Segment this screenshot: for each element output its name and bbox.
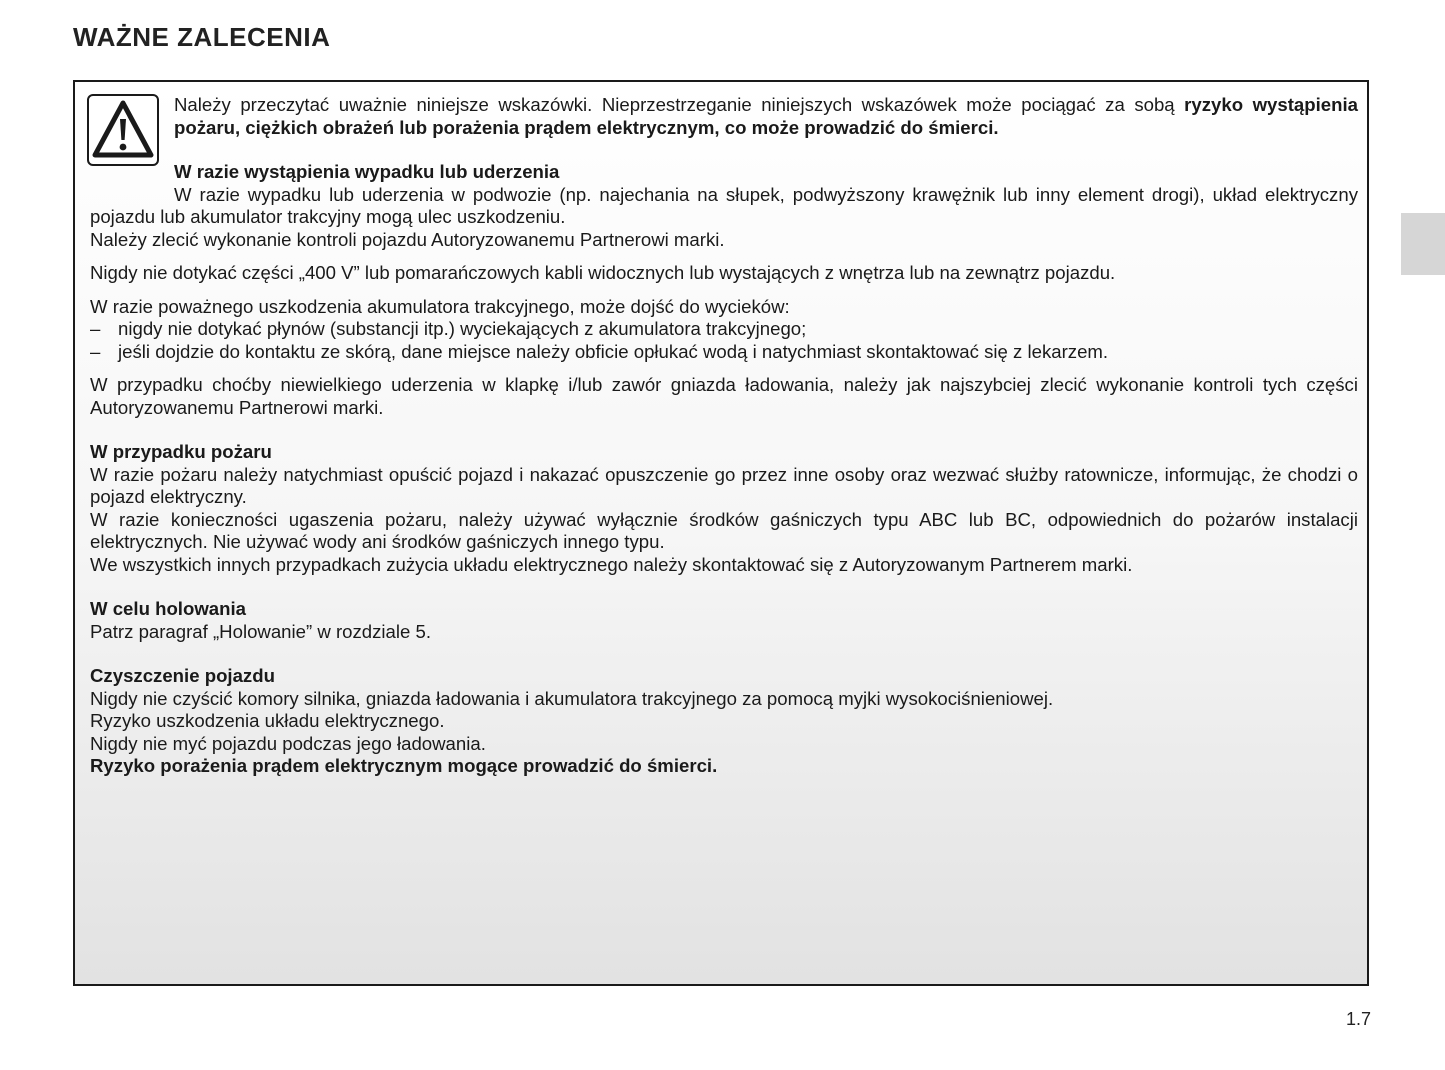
- fire-paragraph-2: W razie konieczności ugaszenia pożaru, należy używać wyłącznie środków gaśniczych typu ABC lub BC, odpowiednich do pożarów instalacji elektrycznych. Nie używać wody ani środków gaśniczych innego typu.: [90, 508, 1358, 552]
- cleaning-paragraph-3: Nigdy nie myć pojazdu podczas jego ładowania.: [90, 732, 486, 754]
- list-item-text: jeśli dojdzie do kontaktu ze skórą, dane miejsce należy obficie opłukać wodą i natychmiast skontaktować się z lekarzem.: [118, 340, 1109, 362]
- page-number: 1.7: [1345, 1009, 1371, 1029]
- page-title: WAŻNE ZALECENIA: [73, 22, 331, 52]
- list-item-text: nigdy nie dotykać płynów (substancji itp.) wyciekających z akumulatora trakcyjnego;: [118, 318, 807, 339]
- accident-paragraph-2: Należy zlecić wykonanie kontroli pojazdu Autoryzowanemu Partnerowi marki.: [90, 228, 725, 250]
- fire-heading: W przypadku pożaru: [90, 441, 272, 462]
- accident-paragraph-1: W razie wypadku lub uderzenia w podwozie (np. najechania na słupek, podwyższony krawężnik lub inny element drogi), układ elektryczny pojazdu lub akumulator trakcyjny mogą ulec uszkodzeniu.: [90, 183, 1358, 227]
- chapter-tab: [1401, 213, 1445, 275]
- intro-paragraph: [90, 94, 1358, 139]
- warning-content: [90, 94, 1358, 778]
- warning-box: [73, 80, 1369, 986]
- dash-bullet: –: [90, 340, 101, 362]
- intro-text: Należy przeczytać uważnie niniejsze wskazówki. Nieprzestrzeganie niniejszych wskazówek może pociągać za sobą: [174, 94, 1185, 115]
- towing-heading: W celu holowania: [90, 598, 246, 619]
- cleaning-paragraph-1: Nigdy nie czyścić komory silnika, gniazda ładowania i akumulatora trakcyjnego za pomocą myjki wysokociśnieniowej.: [90, 687, 1054, 709]
- cleaning-heading: Czyszczenie pojazdu: [90, 665, 275, 686]
- cleaning-paragraph-4: Ryzyko porażenia prądem elektrycznym mogące prowadzić do śmierci.: [90, 755, 718, 776]
- towing-paragraph-1: Patrz paragraf „Holowanie” w rozdziale 5.: [90, 620, 432, 642]
- accident-paragraph-5: W przypadku choćby niewielkiego uderzenia w klapkę i/lub zawór gniazda ładowania, należy jak najszybciej zlecić wykonanie kontroli tych części Autoryzowanemu Partnerowi marki.: [90, 374, 1358, 418]
- cleaning-paragraph-2: Ryzyko uszkodzenia układu elektrycznego.: [90, 710, 445, 731]
- dash-bullet: –: [90, 318, 101, 339]
- fire-paragraph-1: W razie pożaru należy natychmiast opuścić pojazd i nakazać opuszczenie go przez inne osoby oraz wezwać służby ratownicze, informując, że chodzi o pojazd elektryczny.: [90, 463, 1358, 507]
- list-item: [90, 318, 1358, 341]
- accident-heading: W razie wystąpienia wypadku lub uderzenia: [174, 161, 560, 182]
- accident-paragraph-3: Nigdy nie dotykać części „400 V” lub pomarańczowych kabli widocznych lub wystających z wnętrza lub na zewnątrz pojazdu.: [90, 262, 1116, 283]
- list-item: [90, 341, 1358, 364]
- intro-bold-text: ryzyko wystąpienia pożaru, ciężkich obrażeń lub porażenia prądem elektrycznym, co może prowadzić do śmierci.: [174, 94, 1358, 138]
- accident-paragraph-4: W razie poważnego uszkodzenia akumulatora trakcyjnego, może dojść do wycieków:: [90, 295, 790, 317]
- fire-paragraph-3: We wszystkich innych przypadkach zużycia układu elektrycznego należy skontaktować się z Autoryzowanym Partnerem marki.: [90, 553, 1133, 575]
